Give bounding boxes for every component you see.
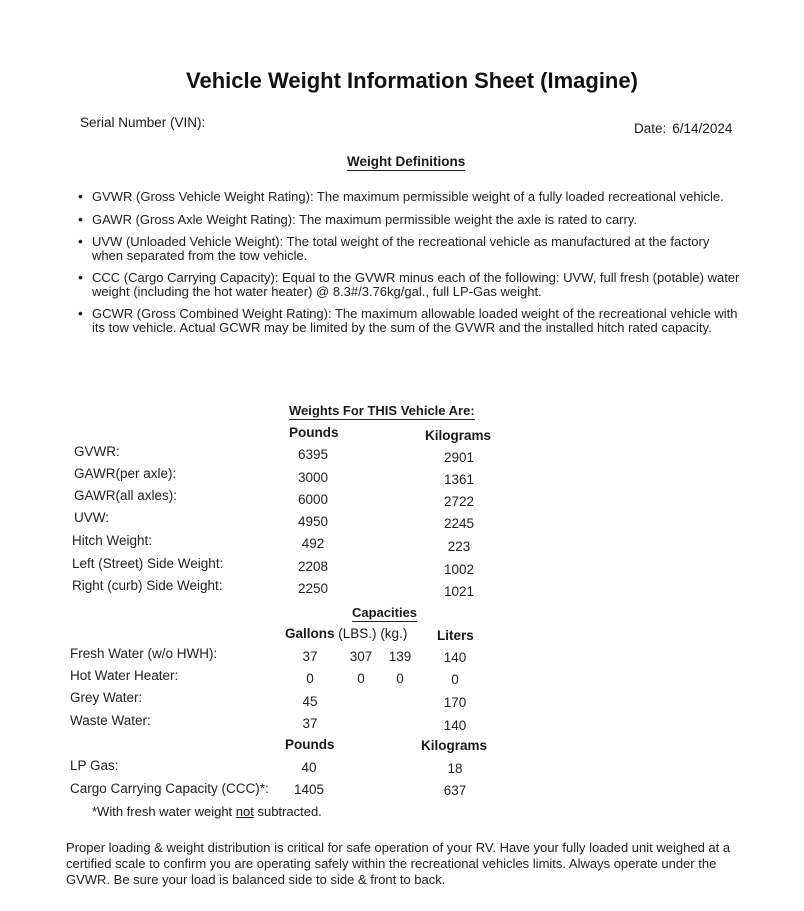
weights-col-pounds: Pounds (289, 425, 339, 440)
pounds-value: 492 (301, 536, 325, 551)
row-label: Waste Water: (70, 713, 151, 728)
lbs-value: 0 (357, 671, 365, 686)
row-label: LP Gas: (70, 758, 119, 773)
definition-uvw: • UVW (Unloaded Vehicle Weight): The total weight of the recreational vehicle as manufactured at the factory when separated from the tow vehicle. (78, 235, 742, 262)
row-label: Fresh Water (w/o HWH): (70, 646, 218, 661)
lbs-value: 307 (349, 649, 373, 664)
definition-gcwr: • GCWR (Gross Combined Weight Rating): The maximum allowable loaded weight of the recreational vehicle with its tow vehicle. Actual GCWR may be limited by the sum of the GVWR and the installed hitch rated capacity. (78, 307, 742, 334)
row-label: GAWR(all axles): (74, 488, 178, 503)
kg-value: 1361 (443, 472, 475, 487)
capacities-heading: Capacities (352, 605, 418, 620)
weights-col-kilograms: Kilograms (425, 428, 492, 443)
definition-gawr: • GAWR (Gross Axle Weight Rating): The maximum permissible weight the axle is rated to carry. (78, 213, 742, 227)
liters-value: 0 (451, 672, 459, 687)
footnote (92, 804, 322, 819)
gallons-value: 37 (302, 649, 318, 664)
footnote-text-after: subtracted. (253, 804, 322, 819)
kg-value: 1002 (443, 562, 475, 577)
date-label: Date: (634, 121, 667, 136)
footnote-emphasis: not (235, 804, 254, 819)
row-label: GVWR: (74, 444, 120, 459)
liters-value: 140 (443, 650, 467, 665)
col-gallons: Gallons (285, 626, 335, 641)
definition-ccc: • CCC (Cargo Carrying Capacity): Equal to the GVWR minus each of the following: UVW, full fresh (potable) water weight (including the hot water heater) @ 8.3#/3.76kg/gal., full LP-Gas weight. (78, 271, 742, 298)
kg-value: 139 (388, 649, 412, 664)
date-value: 6/14/2024 (672, 121, 733, 136)
col-kg: (kg.) (380, 626, 408, 641)
row-label: Grey Water: (70, 690, 143, 705)
capacities-column-headers (285, 626, 407, 641)
weight-definitions-heading: Weight Definitions (347, 154, 466, 169)
definition-gvwr: • GVWR (Gross Vehicle Weight Rating): The maximum permissible weight of a fully loaded recreational vehicle. (78, 190, 742, 204)
row-label: Hitch Weight: (72, 533, 153, 548)
kg-value: 2722 (443, 494, 475, 509)
weights-heading: Weights For THIS Vehicle Are: (289, 403, 475, 418)
col-liters: Liters (437, 628, 474, 643)
liters-value: 170 (443, 695, 467, 710)
kg-value: 1021 (443, 584, 475, 599)
kg-value: 2245 (443, 516, 475, 531)
row-label: Cargo Carrying Capacity (CCC)*: (70, 781, 269, 796)
kg-value: 637 (443, 783, 467, 798)
row-label: Left (Street) Side Weight: (72, 556, 224, 571)
liters-value: 140 (443, 718, 467, 733)
kg-value: 2901 (443, 450, 475, 465)
kg-value: 0 (396, 671, 404, 686)
footnote-text-before: *With fresh water weight (92, 804, 236, 819)
pounds-value: 2208 (297, 559, 329, 574)
other-col-kilograms: Kilograms (421, 738, 488, 753)
pounds-value: 6395 (297, 447, 329, 462)
pounds-value: 2250 (297, 581, 329, 596)
pounds-value: 6000 (297, 492, 329, 507)
kg-value: 18 (447, 761, 463, 776)
other-col-pounds: Pounds (285, 737, 335, 752)
gallons-value: 45 (302, 694, 318, 709)
pounds-value: 3000 (297, 470, 329, 485)
gallons-value: 0 (306, 671, 314, 686)
row-label: Right (curb) Side Weight: (72, 578, 223, 593)
serial-number-label: Serial Number (VIN): (80, 115, 206, 130)
row-label: GAWR(per axle): (74, 466, 177, 481)
kg-value: 223 (447, 539, 471, 554)
row-label: Hot Water Heater: (70, 668, 179, 683)
gallons-value: 37 (302, 716, 318, 731)
pounds-value: 40 (301, 760, 317, 775)
date-field (634, 121, 732, 136)
pounds-value: 4950 (297, 514, 329, 529)
loading-advisory: Proper loading & weight distribution is critical for safe operation of your RV. Have your fully loaded unit weighed at a certified scale to confirm you are operating safely within the recreational vehicles limits. Always operate under the GVWR. Be sure your load is balanced side to side & front to back. (66, 840, 731, 887)
pounds-value: 1405 (293, 782, 325, 797)
row-label: UVW: (74, 510, 110, 525)
page-title: Vehicle Weight Information Sheet (Imagine) (186, 68, 638, 93)
col-lbs: (LBS.) (338, 626, 377, 641)
definitions-list (78, 190, 742, 343)
